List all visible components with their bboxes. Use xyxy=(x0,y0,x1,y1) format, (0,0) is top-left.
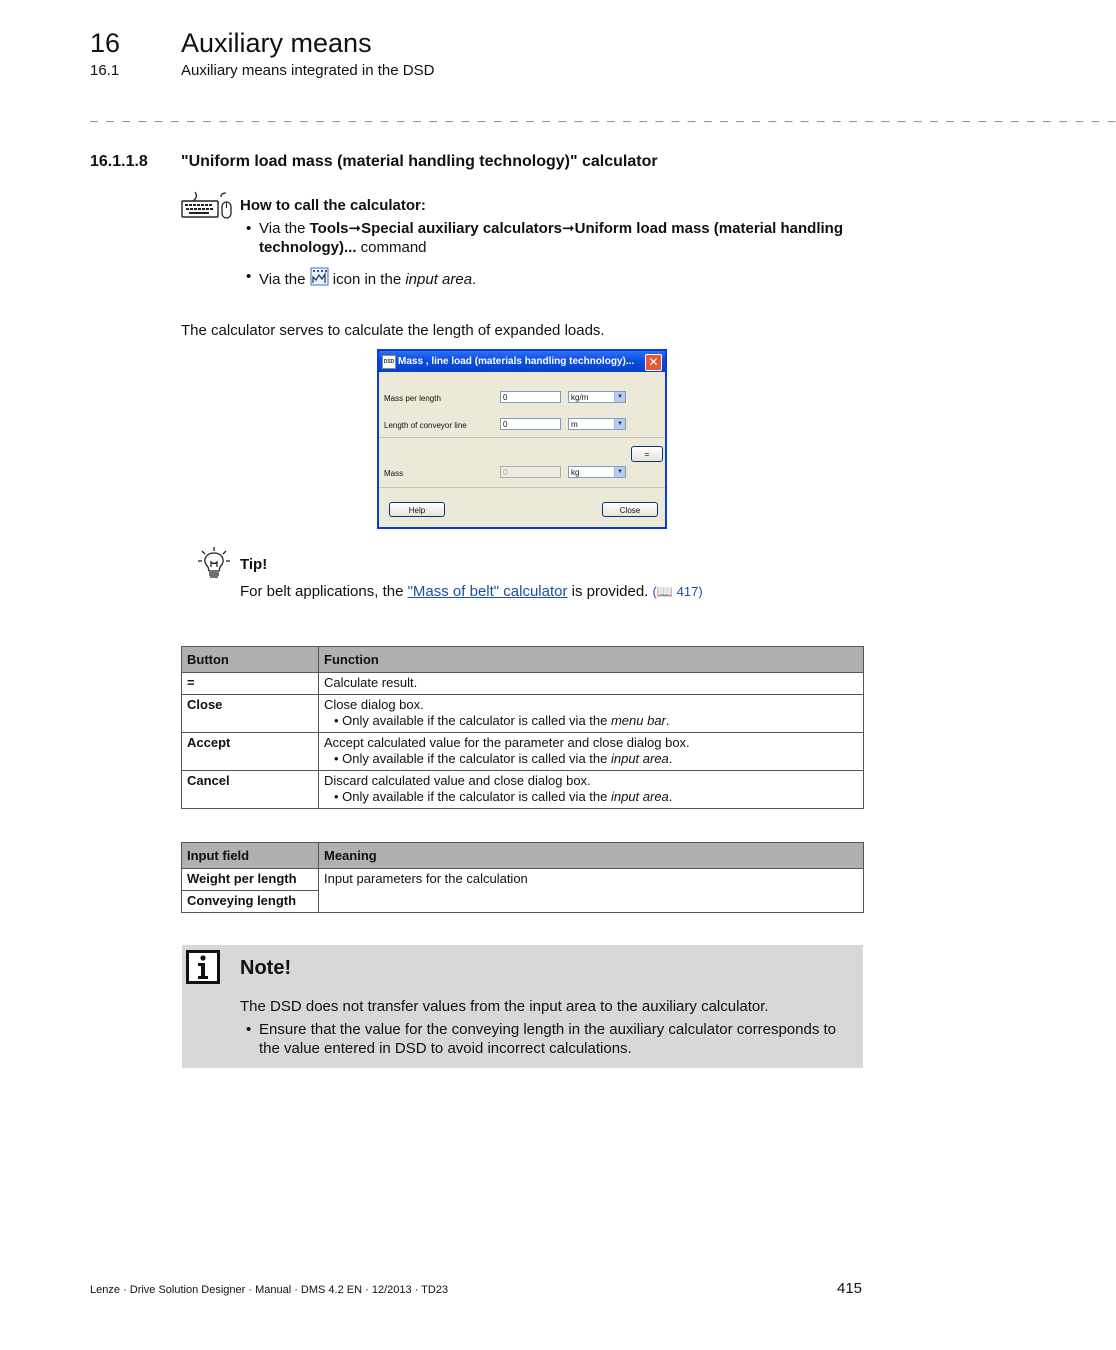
section-title: Auxiliary means integrated in the DSD xyxy=(181,62,435,79)
lightbulb-icon xyxy=(197,546,231,580)
tip-label: Tip! xyxy=(240,556,268,573)
howto-item2-prefix: Via the xyxy=(259,271,310,288)
table-row xyxy=(182,869,864,891)
howto-item2-end: . xyxy=(472,271,477,288)
tip-suffix: is provided. xyxy=(567,583,653,600)
note-prefix: • Only available if the calculator is called via the xyxy=(334,751,611,766)
function-text: Close dialog box. xyxy=(324,697,424,712)
note-prefix: • Only available if the calculator is called via the xyxy=(334,713,611,728)
howto-item1-prefix: Via the xyxy=(259,220,310,237)
dialog-title: Mass , line load (materials handling technology)... xyxy=(398,356,635,367)
table-cell-meaning: Input parameters for the calculation xyxy=(319,869,864,913)
howto-item-menu xyxy=(246,219,856,257)
function-text: Discard calculated value and close dialog box. xyxy=(324,773,591,788)
input-area-term: input area xyxy=(405,271,473,288)
chevron-down-icon: ▼ xyxy=(614,392,625,402)
page-number: 415 xyxy=(837,1280,863,1297)
mass-unit-select[interactable] xyxy=(568,466,626,478)
note-term: menu bar xyxy=(610,713,666,728)
heading-number: 16.1.1.8 xyxy=(90,153,148,170)
menu-path-tools: Tools xyxy=(309,220,349,237)
function-text: Calculate result. xyxy=(324,675,418,690)
mass-of-belt-link[interactable]: "Mass of belt" calculator xyxy=(407,583,568,600)
table-cell-function xyxy=(319,695,864,733)
table-cell-function xyxy=(319,771,864,809)
chevron-down-icon: ▼ xyxy=(614,467,625,477)
info-icon xyxy=(186,950,220,984)
mass-per-length-input[interactable]: 0 xyxy=(500,391,561,403)
dsd-app-icon: DSD xyxy=(382,355,396,369)
menu-path-special: Special auxiliary calculators xyxy=(361,220,563,237)
table-header-row xyxy=(182,647,864,673)
calculate-button[interactable]: = xyxy=(631,446,663,462)
howto-item1-suffix: command xyxy=(356,239,427,256)
howto-label: How to call the calculator: xyxy=(240,197,426,214)
chevron-down-icon: ▼ xyxy=(614,419,625,429)
table-row xyxy=(182,695,864,733)
table-cell-function xyxy=(319,673,864,695)
table-header-row xyxy=(182,843,864,869)
table-cell-button: Close xyxy=(182,695,319,733)
conveyor-length-label: Length of conveyor line xyxy=(384,421,467,430)
howto-item-icon xyxy=(246,267,856,289)
conveyor-length-unit: m xyxy=(571,420,578,429)
note-bullet-text: Ensure that the value for the conveying length in the auxiliary calculator corresponds to the value entered in DSD to avoid incorrect calculations. xyxy=(259,1021,837,1057)
function-text: Accept calculated value for the parameter and close dialog box. xyxy=(324,735,690,750)
input-fields-table xyxy=(181,842,864,913)
table-cell-button: Cancel xyxy=(182,771,319,809)
tip-prefix: For belt applications, the xyxy=(240,583,408,600)
chapter-number: 16 xyxy=(90,28,121,58)
keyboard-mouse-icon xyxy=(181,190,233,220)
mass-label: Mass xyxy=(384,469,404,478)
tip-text xyxy=(240,583,703,600)
close-button[interactable]: Close xyxy=(602,502,658,517)
mass-per-length-unit: kg/m xyxy=(571,393,589,402)
mass-per-length-unit-select[interactable] xyxy=(568,391,626,403)
intro-text: The calculator serves to calculate the length of expanded loads. xyxy=(181,322,605,339)
heading-title: "Uniform load mass (material handling technology)" calculator xyxy=(181,153,658,170)
table-header: Button xyxy=(182,647,319,673)
bullet-marker: • xyxy=(246,268,252,285)
help-button[interactable]: Help xyxy=(389,502,445,517)
table-header: Function xyxy=(319,647,864,673)
dialog-titlebar xyxy=(379,351,665,372)
bullet-marker: • xyxy=(246,1021,252,1038)
note-term: input area xyxy=(610,751,669,766)
table-row xyxy=(182,771,864,809)
chapter-title: Auxiliary means xyxy=(181,28,372,58)
note-text: The DSD does not transfer values from the input area to the auxiliary calculator. xyxy=(240,998,769,1015)
table-header: Input field xyxy=(182,843,319,869)
dialog-separator xyxy=(379,437,665,438)
mass-output-field: 0 xyxy=(500,466,561,478)
note-end: . xyxy=(668,789,673,804)
arrow-icon: ➞ xyxy=(348,220,362,237)
function-note xyxy=(324,751,858,767)
buttons-table xyxy=(181,646,864,809)
table-cell-function xyxy=(319,733,864,771)
dialog-close-icon[interactable]: ✕ xyxy=(645,354,662,371)
function-note xyxy=(324,713,858,729)
howto-item2-mid: icon in the xyxy=(328,271,406,288)
note-term: input area xyxy=(610,789,669,804)
arrow-icon: ➞ xyxy=(562,220,575,237)
dialog-separator xyxy=(379,487,665,488)
table-header: Meaning xyxy=(319,843,864,869)
table-cell-input-field: Weight per length xyxy=(182,869,319,891)
bullet-marker: • xyxy=(246,220,252,237)
mass-unit: kg xyxy=(571,468,580,477)
mass-per-length-label: Mass per length xyxy=(384,394,441,403)
calculator-chart-icon xyxy=(310,267,329,286)
note-bullet xyxy=(246,1020,856,1058)
note-end: . xyxy=(668,751,673,766)
table-cell-button: Accept xyxy=(182,733,319,771)
table-row xyxy=(182,673,864,695)
section-number: 16.1 xyxy=(90,62,120,79)
function-note xyxy=(324,789,858,805)
header-separator: _ _ _ _ _ _ _ _ _ _ _ _ _ _ _ _ _ _ _ _ _ _ _ _ _ _ _ _ _ _ _ _ _ _ _ _ _ _ _ _ _ _ _ _ _ _ _ _ _ _ _ _ _ _ _ _ _ _ _ _ _ _ _ _ xyxy=(90,108,1116,123)
note-prefix: • Only available if the calculator is called via the xyxy=(334,789,611,804)
table-cell-button: = xyxy=(182,673,319,695)
table-cell-input-field: Conveying length xyxy=(182,891,319,913)
conveyor-length-unit-select[interactable] xyxy=(568,418,626,430)
calculator-dialog xyxy=(377,349,667,529)
footer-text: Lenze · Drive Solution Designer · Manual · DMS 4.2 EN · 12/2013 · TD23 xyxy=(90,1284,449,1296)
note-title: Note! xyxy=(240,957,292,979)
conveyor-length-input[interactable]: 0 xyxy=(500,418,561,430)
table-row xyxy=(182,733,864,771)
note-end: . xyxy=(665,713,670,728)
menu-path-uniform: Uniform load mass (material handling technology)... xyxy=(259,220,843,256)
page-reference-link[interactable]: (📖 417) xyxy=(652,584,703,599)
